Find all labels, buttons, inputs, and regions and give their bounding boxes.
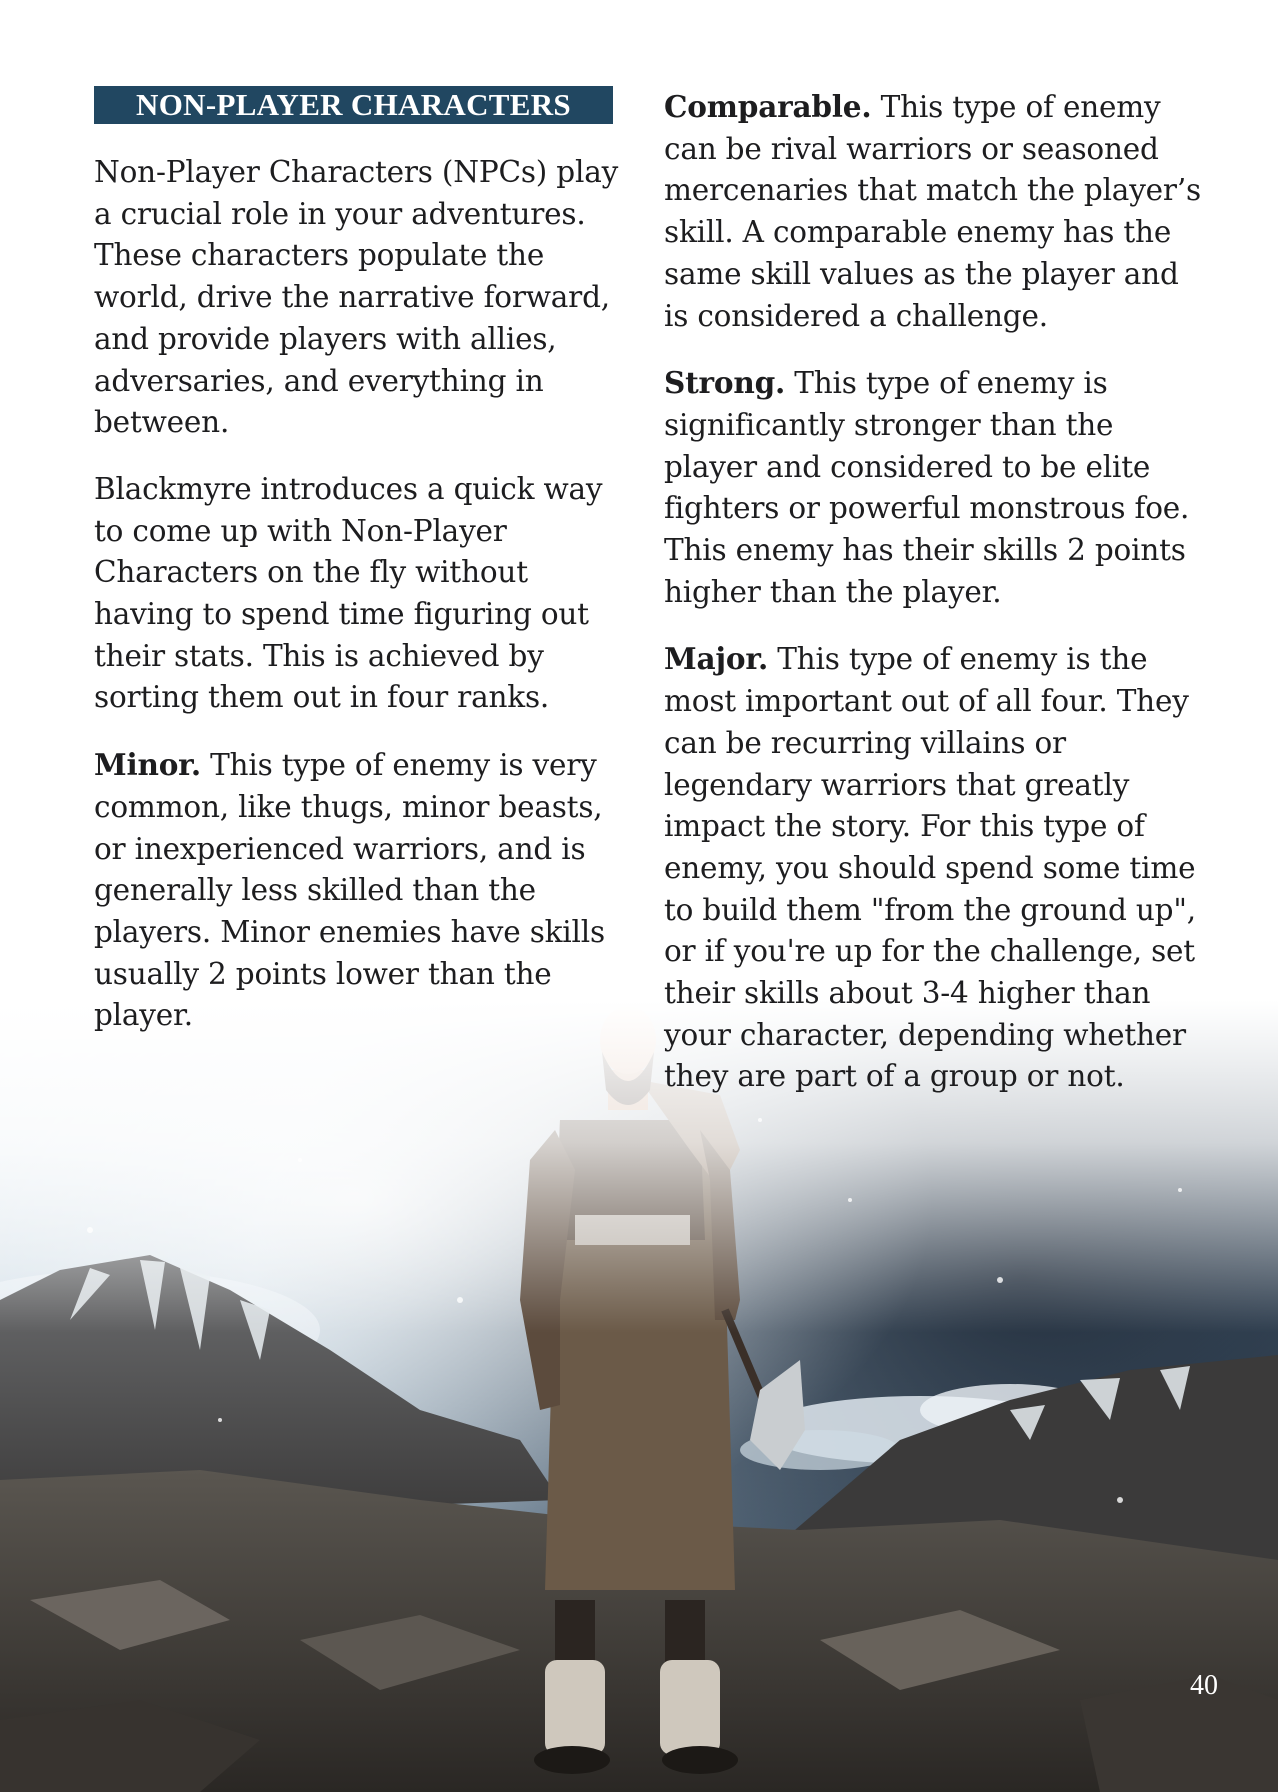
left-column [94,86,634,1062]
strong-rank-paragraph [664,362,1204,613]
major-rank-paragraph [664,638,1204,1098]
major-rank-text: This type of enemy is the most important out of all four. They can be recurring villains or legendary warriors that greatly impact the story. For this type of enemy, you should spend some time to build them "from the ground up", or if you're up for the challenge, set their skills about 3-4 higher than your character, depending whether they are part of a group or not. [664,642,1196,1094]
major-rank-term: Major. [664,641,769,677]
minor-rank-text: This type of enemy is very common, like thugs, minor beasts, or inexperienced warriors, and is generally less skilled than the players. Minor enemies have skills usually 2 points lower than the player. [94,748,605,1033]
section-title: NON-PLAYER CHARACTERS [94,86,613,124]
strong-rank-term: Strong. [664,365,786,401]
minor-rank-term: Minor. [94,747,201,783]
comparable-rank-term: Comparable. [664,89,872,124]
minor-rank-paragraph [94,744,634,1037]
intro-paragraph: Non-Player Characters (NPCs) play a crucial role in your adventures. These characters populate the world, drive the narrative forward, and provide players with allies, adversaries, and everything in between. [94,155,619,440]
right-column [664,86,1204,1123]
strong-rank-text: This type of enemy is significantly stronger than the player and considered to be elite fighters or powerful monstrous foe. This enemy has their skills 2 points higher than the player. [664,366,1190,609]
comparable-rank-text: This type of enemy can be rival warriors or seasoned mercenaries that match the player’s skill. A comparable enemy has the same skill values as the player and is considered a challenge. [664,90,1201,333]
ranks-paragraph: Blackmyre introduces a quick way to come up with Non-Player Characters on the fly without having to spend time figuring out their stats. This is achieved by sorting them out in four ranks. [94,471,603,715]
page-number: 40 [1190,1670,1218,1701]
comparable-rank-paragraph [664,86,1204,337]
